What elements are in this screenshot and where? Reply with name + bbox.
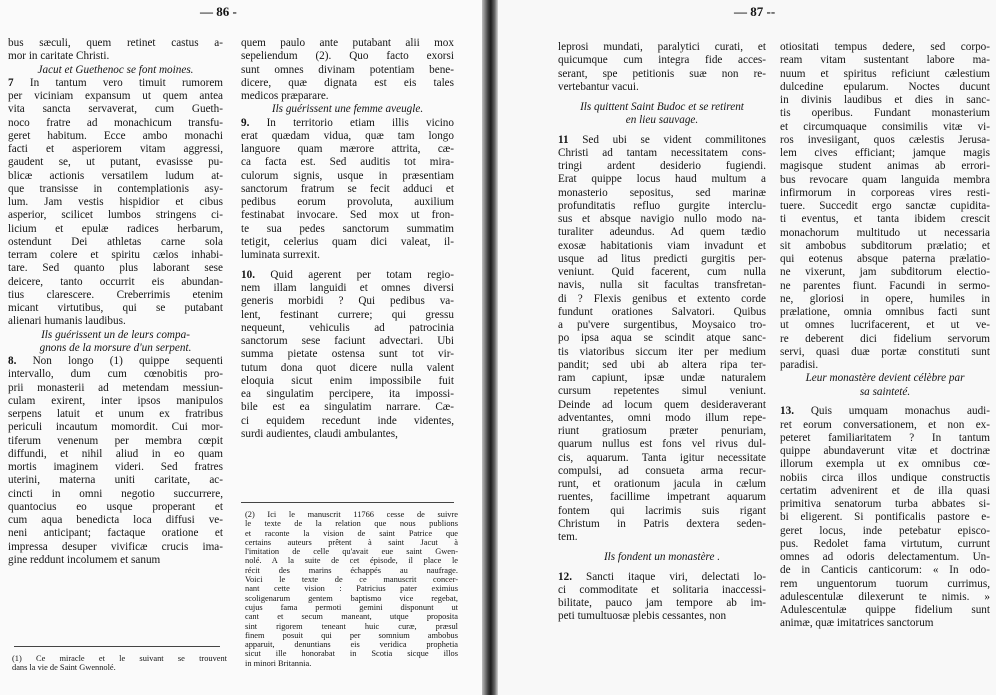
- text-line: ne, gloriosi in opere, humiles in: [780, 292, 990, 305]
- section-heading: en lieu sauvage.: [625, 113, 699, 126]
- section-heading: Leur monastère devient célèbre par: [805, 372, 965, 385]
- footnote-line: sint rigorem teneant huic curæ, præsul: [245, 621, 458, 631]
- text-line: ne vixerunt, jam subditorum electio-: [780, 266, 990, 279]
- footnote-line: sicut ille honorabat in Scotia sicque illos: [245, 649, 458, 659]
- text-line: serpens latuit et unum ex fratribus: [8, 408, 223, 420]
- text-line: Christum in Patris dextera seden-: [558, 517, 766, 530]
- text-line: asperior, scilicet lumbos stringens ci-: [8, 209, 223, 222]
- text-line: lum. Jam vestis hispidior et cibus: [8, 196, 223, 208]
- footnote-line: (2) Ici le manuscrit 11766 cesse de suivre: [245, 510, 458, 519]
- text-line: per viciniam expansum ut quem antea: [8, 90, 223, 102]
- footnote-line: récit des marins échappés au naufrage.: [245, 565, 458, 575]
- text-line: cursum repetentes simul veniunt.: [558, 385, 766, 398]
- footnote-line: scoligenarum gentem baptismo vice regebat,: [245, 593, 458, 603]
- text-line: micant virtutibus, qui se putabant: [8, 302, 223, 314]
- text-line: di ? Flexis genibus et extento corde: [558, 292, 766, 305]
- text-line: neni anticipant; factaque oratione et: [8, 527, 223, 540]
- text-line: que transisse in contemplationis asy-: [8, 182, 223, 195]
- footnote-line: le texte de la relation que nous publions: [245, 519, 458, 529]
- text-line: tem.: [558, 531, 578, 543]
- text-line: exosæ habitationis viam invadunt et: [558, 239, 766, 252]
- left-page-column-2: [241, 37, 454, 441]
- text-line: 13. Quis umquam monachus audi-: [780, 405, 990, 418]
- text-line: omnes ad odoris delectamentum. Un-: [780, 551, 990, 563]
- text-line: ea singulatim percipere, ita impossi-: [241, 388, 454, 400]
- text-line: monachorum multitudo ut necessaria: [780, 226, 990, 239]
- paragraph-number: 13.: [780, 405, 794, 418]
- paragraph: [780, 405, 990, 630]
- text-line: ostendunt Dei athletas carne sola: [8, 235, 223, 248]
- page-number-left: — 86 -: [200, 4, 237, 19]
- section-heading: Ils guérissent une femme aveugle.: [271, 103, 424, 116]
- text-line: peti tumultuosæ plebis cessantes, non: [558, 610, 727, 623]
- text-line: lem cives efficiant; jamque magis: [780, 147, 990, 159]
- text-line: ne parentes fiunt. Facundi in sermo-: [780, 279, 990, 292]
- paragraph-number: 11: [558, 133, 569, 146]
- footnote-line: finem posuit qui per somnium ambobus: [245, 630, 458, 640]
- text-line: dulcedine epularum. Noctes ducunt: [780, 80, 990, 93]
- section-heading: Ils quittent Saint Budoc et se retirent: [580, 100, 744, 113]
- text-line: dicere, quæ dignata est eis tales: [241, 76, 454, 89]
- text-line: geret locus, inde petebatur episco-: [780, 524, 990, 537]
- text-line: intervallo, dum cum cœnobitis pro-: [8, 368, 223, 381]
- text-line: paradisi.: [780, 359, 819, 371]
- text-line: Adulescentulæ quippe fidelium sunt: [780, 604, 990, 616]
- footnote-line: cant et secum maneant, utque proposita: [245, 612, 458, 622]
- text-line: medicos præparare.: [241, 90, 329, 102]
- text-line: et circumquaque consimilis vitæ vi-: [780, 120, 990, 133]
- text-line: ca facta est. Sed auditis tot mira-: [241, 156, 454, 169]
- text-line: usque ad litus predicti gurgitis per-: [558, 252, 766, 265]
- text-line: erat quædam vidua, quæ tam longo: [241, 129, 454, 142]
- text-line: sepeliendum (2). Quo facto exorsi: [241, 50, 454, 63]
- paragraph: [241, 117, 454, 263]
- paragraph: [558, 134, 766, 545]
- text-line: riunt gratiosum præter penuriam,: [558, 425, 766, 437]
- text-line: Christi ad tantam necessitatem cons-: [558, 146, 766, 159]
- footnote-line: dans la vie de Saint Gwennolé.: [12, 663, 116, 673]
- paragraph-number: 10.: [241, 268, 255, 281]
- text-line: serant, spe petitionis suæ non re-: [558, 67, 766, 80]
- text-line: quarum nullus est fons vel rivus dul-: [558, 438, 766, 451]
- text-line: profunditatis refluo gurgite interclu-: [558, 199, 766, 212]
- text-line: sus et absque navigio nullo modo na-: [558, 213, 766, 225]
- text-line: monasterio sepositus, sed marinæ: [558, 186, 766, 199]
- text-line: adulescentulæ dilexerunt te nimis. »: [780, 590, 990, 603]
- paragraph: [558, 41, 766, 94]
- text-line: gaudent se, ut putant, evasisse pu-: [8, 156, 223, 169]
- text-line: sanctorum fratrum se fecit adduci et: [241, 182, 454, 195]
- text-line: bus sæculi, quem retinet castus a-: [8, 37, 223, 49]
- footnote-line: nant cette vision : Patricius pater eximius: [245, 584, 458, 594]
- text-line: illorum exempla ut ex omnibus cœ-: [780, 458, 990, 471]
- section-heading: gnons de la morsure d'un serpent.: [39, 341, 192, 354]
- text-line: eloquia sicut enim impossibile fuit: [241, 374, 454, 387]
- paragraph-number: 9.: [241, 116, 250, 129]
- text-line: bus revocare quam languida membra: [780, 173, 990, 186]
- text-line: qui eotenus absque paterna prælatio-: [780, 253, 990, 265]
- paragraph: [558, 571, 766, 624]
- text-line: tutum dona quot dicere nulla valent: [241, 361, 454, 374]
- text-line: nem illam languidi et omnes diversi: [241, 282, 454, 294]
- paragraph: [8, 355, 223, 567]
- text-line: ti eventus, et tanta ibidem crescit: [780, 213, 990, 226]
- text-line: cum aqua benedicta loca diffusi ve-: [8, 514, 223, 526]
- text-line: tius clarescere. Creberrimis etenim: [8, 288, 223, 301]
- text-line: tetigit, celerius quam dici valeat, il-: [241, 235, 454, 248]
- paragraph: [241, 37, 454, 103]
- text-line: animæ, quæ imitatrices sanctorum: [780, 617, 934, 630]
- right-page-column-1: [558, 41, 766, 624]
- text-line: 12. Sancti itaque viri, delectati lo-: [558, 570, 766, 583]
- text-line: ret eorum conversationem, et non ex-: [780, 418, 990, 431]
- text-line: cincti in omni negotio succurrere,: [8, 487, 223, 500]
- text-line: generis morbidi ? Qui pedibus va-: [241, 295, 454, 308]
- section-heading: Jacut et Guethenoc se font moines.: [37, 63, 194, 76]
- text-line: periculi incautum momordit. Cui mor-: [8, 421, 223, 434]
- book-gutter: [482, 0, 498, 695]
- text-line: 8. Non longo (1) quippe sequenti: [8, 355, 223, 367]
- text-line: cis, aquarum. Tanta igitur necessitate: [558, 451, 766, 464]
- text-line: sanctorum sese faciunt advectari. Ubi: [241, 335, 454, 347]
- text-line: sunt omnes divinam potentiam bene-: [241, 63, 454, 76]
- text-line: nobiis circa illos undique constructis: [780, 471, 990, 484]
- page-number-right: — 87 --: [734, 4, 779, 19]
- text-line: 7 In tantum vero timuit rumorem: [8, 76, 223, 89]
- text-line: fundunt orationes Salvatori. Quibus: [558, 305, 766, 318]
- text-line: magisque student animas ab errori-: [780, 160, 990, 173]
- text-line: runt, et orationum jacula in cælum: [558, 478, 766, 490]
- text-line: Erat quippe locus haud multum a: [558, 173, 766, 186]
- text-line: terram colere et spiritu cælos inhabi-: [8, 249, 223, 261]
- left-page-column-1: [8, 37, 223, 567]
- paragraph: [8, 37, 223, 64]
- text-line: adventantes, omni modo illum repe-: [558, 411, 766, 424]
- text-line: blicæ actionis versatilem ludum at-: [8, 169, 223, 182]
- text-line: ruentes, facillime impetrant aquarum: [558, 491, 766, 504]
- text-line: tis operibus. Fundant monasterium: [780, 107, 990, 120]
- text-line: primitiva senatorum turba abbates si-: [780, 498, 990, 510]
- text-line: veniunt. Quid facerent, cum nulla: [558, 266, 766, 278]
- text-line: pandit; sed ubi ab altera ripa ter-: [558, 358, 766, 371]
- text-line: festinabat invocare. Sed mox ut fron-: [241, 209, 454, 222]
- footnote-line: cujus fama permoti gemini disponunt ut: [245, 602, 458, 612]
- text-line: summa pietate ostensa sunt tot vir-: [241, 348, 454, 361]
- section-heading: sa sainteté.: [859, 385, 911, 398]
- text-line: ram capiunt, ipsæ undæ naturalem: [558, 372, 766, 384]
- paragraph: [8, 77, 223, 329]
- text-line: pedibus eorum provoluta, auxilium: [241, 196, 454, 208]
- text-line: facti et asperiorem vitam aggressi,: [8, 143, 223, 155]
- text-line: ros invesiigant, quos cælestis Jerusa-: [780, 133, 990, 146]
- text-line: gine reddunt incolumem et sanum: [8, 553, 161, 566]
- text-line: licium et epulæ radices herbarum,: [8, 222, 223, 235]
- text-line: culorum signis, usque in præsentiam: [241, 169, 454, 182]
- text-line: re deberent dici fidelium servorum: [780, 332, 990, 345]
- text-line: ream vitam sustentant labore ma-: [780, 54, 990, 67]
- text-line: rem unguentorum tuorum currimus,: [780, 577, 990, 590]
- text-line: Deinde ad locum quem desideraverant: [558, 398, 766, 411]
- text-line: 10. Quid agerent per totam regio-: [241, 268, 454, 281]
- text-line: quem paulo ante putabant alii mox: [241, 37, 454, 49]
- text-line: tis viatoribus siccum iter per medium: [558, 345, 766, 358]
- footnote-line: in minori Britannia.: [245, 658, 312, 668]
- text-line: bilitate, pauco jam tempore ab im-: [558, 597, 766, 609]
- text-line: bile est ea singulatim narrare. Cæ-: [241, 401, 454, 414]
- right-page-column-2: [780, 41, 990, 631]
- text-line: leprosi mundati, paralytici curati, et: [558, 41, 766, 53]
- footnote-line: Voici le texte de ce manuscrit concer-: [245, 575, 458, 585]
- paragraph: [241, 269, 454, 441]
- text-line: peteret familiaritatem ? In tantum: [780, 431, 990, 444]
- left-page: [0, 0, 482, 695]
- text-line: tiferum venenum per membra cœpit: [8, 434, 223, 447]
- text-line: ci commoditate et solitaria inaccessi-: [558, 583, 766, 596]
- text-line: infirmorum in corporeas vires resti-: [780, 186, 990, 199]
- footnote-line: l'imitation de celle qu'avait eue saint Gwen-: [245, 547, 458, 557]
- text-line: servi, quasi duæ portæ constituti sunt: [780, 345, 990, 358]
- text-line: bi eligerent. Si pontificalis pastore e-: [780, 511, 990, 524]
- text-line: prii monasterii ad metendam messiun-: [8, 381, 223, 394]
- text-line: surdi audientes, claudi ambulantes,: [241, 427, 398, 440]
- text-line: vita sancta servaverat, cum Gueth-: [8, 103, 223, 116]
- text-line: diffundi, et nihil aliud in eo quam: [8, 447, 223, 460]
- text-line: tare. Sed quanto plus laborant sese: [8, 262, 223, 275]
- text-line: languore quam mærore attrita, cæ-: [241, 143, 454, 155]
- footnote-2: [245, 510, 458, 668]
- footnote-line: apparuit, denuntians eis veridica prophetia: [245, 640, 458, 650]
- text-line: alienari humanis laudibus.: [8, 315, 126, 328]
- text-line: po ipsa aqua se scindit atque sanc-: [558, 332, 766, 345]
- text-line: nuum et spiritus reficiunt cælestium: [780, 67, 990, 80]
- footnote-rule-left: [14, 646, 220, 647]
- text-line: quantocius eo usque properant et: [8, 500, 223, 513]
- text-line: noco fratre ad monachicum transfu-: [8, 116, 223, 129]
- text-line: pus. Redolet fama virtutum, currunt: [780, 537, 990, 550]
- text-line: quicumque cum integra fide acces-: [558, 54, 766, 67]
- text-line: 11 Sed ubi se vident commilitones: [558, 133, 766, 146]
- text-line: deicere, tanto occurrit eis abundan-: [8, 275, 223, 288]
- text-line: lent, festinant currere; qui gressu: [241, 308, 454, 321]
- footnote-line: nolé. A la suite de cet épisode, il place le: [245, 556, 458, 566]
- paragraph: [780, 41, 990, 372]
- text-line: certatim advenirent et de illa quasi: [780, 484, 990, 497]
- paragraph-number: 7: [8, 76, 14, 89]
- text-line: compulsi, ad consueta arma recur-: [558, 464, 766, 477]
- text-line: in divinis laudibus et dies in sanc-: [780, 94, 990, 106]
- text-line: tringi ardent desiderio fugiendi.: [558, 160, 766, 172]
- text-line: quippe abundaverunt vitæ et doctrinæ: [780, 445, 990, 457]
- text-line: impressa desuper vivificæ crucis ima-: [8, 540, 223, 553]
- text-line: culam exirent, inter ipsos manipulos: [8, 394, 223, 407]
- text-line: geret habitum. Ecce ambo monachi: [8, 129, 223, 142]
- text-line: de in Canticis canticorum: « In odo-: [780, 564, 990, 577]
- text-line: a pu'vere surgentibus, Moysaico tro-: [558, 319, 766, 331]
- text-line: luminata surrexit.: [241, 249, 320, 261]
- footnote-line: certains auteurs prêtent à saint Jacut à: [245, 537, 458, 547]
- footnote-1: [12, 654, 227, 673]
- text-line: navis, nulla sit facultas transfretan-: [558, 279, 766, 292]
- text-line: prælatione, omnia omnibus facti sunt: [780, 306, 990, 318]
- text-line: otiositati tempus dedere, sed corpo-: [780, 41, 990, 53]
- footnote-line: (1) Ce miracle et le suivant se trouvent: [12, 654, 227, 663]
- paragraph-number: 8.: [8, 355, 17, 367]
- text-line: ci equidem recedunt inde videntes,: [241, 414, 454, 427]
- text-line: mortis imaginem videri. Sed fratres: [8, 461, 223, 473]
- right-page: [498, 0, 996, 695]
- footnote-rule-right: [241, 502, 454, 503]
- text-line: te sua pedes sanctorum summatim: [241, 222, 454, 235]
- text-line: sit ambobus subditorum prælatio; et: [780, 239, 990, 252]
- text-line: mor in caritate Christi.: [8, 50, 110, 63]
- section-heading: Ils guérissent un de leurs compa-: [41, 328, 190, 341]
- text-line: ut omnes lucrifacerent, et ut ve-: [780, 319, 990, 332]
- text-line: 9. In territorio etiam illis vicino: [241, 116, 454, 129]
- paragraph-number: 12.: [558, 570, 572, 583]
- text-line: turaliter adeundus. Ad quem tædio: [558, 226, 766, 239]
- section-heading: Ils fondent un monastère .: [603, 550, 721, 563]
- text-line: uterini, materna uniti caritate, ac-: [8, 474, 223, 487]
- footnote-line: et raconte la vision de saint Patrice que: [245, 528, 458, 538]
- text-line: vertebantur vacui.: [558, 80, 639, 93]
- text-line: nequeunt, vehiculis ad patrocinia: [241, 321, 454, 334]
- text-line: tuere. Succedit ergo sanctæ cupidita-: [780, 200, 990, 212]
- text-line: fontem qui lacrimis suis rigant: [558, 504, 766, 517]
